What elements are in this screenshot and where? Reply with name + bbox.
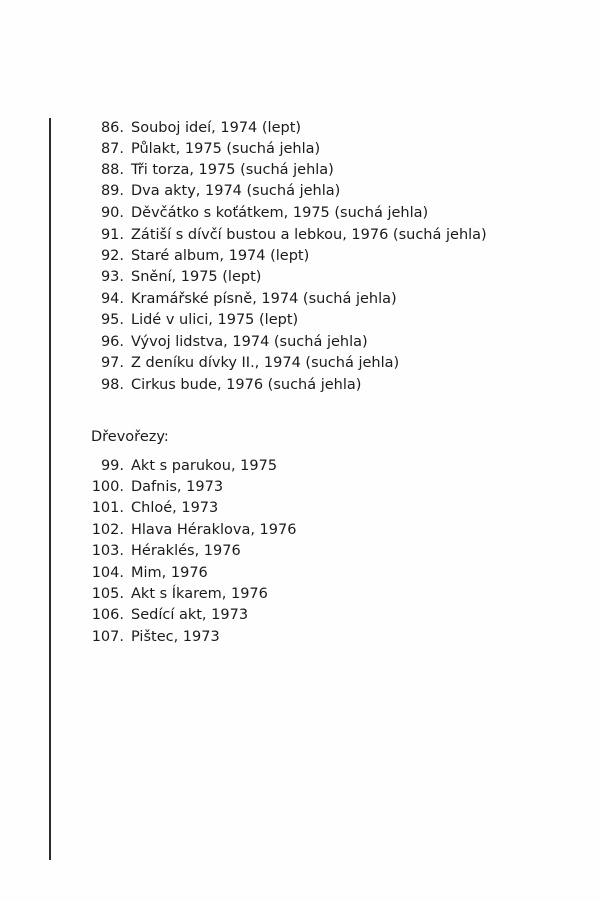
list-item (0, 605, 600, 625)
item-number: 103. (91, 543, 124, 559)
list-item (0, 225, 600, 245)
item-number: 91. (100, 227, 124, 243)
item-title: Pištec, 1973 (131, 629, 220, 645)
item-number: 98. (100, 377, 124, 393)
list-item (0, 353, 600, 373)
item-number: 97. (100, 355, 124, 371)
item-title: Souboj ideí, 1974 (lept) (131, 120, 302, 136)
item-number: 94. (100, 291, 124, 307)
list-item (0, 267, 600, 287)
list-item (0, 203, 600, 223)
item-number: 93. (100, 269, 124, 285)
item-title: Sedící akt, 1973 (131, 607, 249, 623)
item-title: Děvčátko s koťátkem, 1975 (suchá jehla) (131, 205, 429, 221)
item-title: Staré album, 1974 (lept) (131, 248, 310, 264)
item-title: Hlava Héraklova, 1976 (131, 522, 297, 538)
list-item (0, 246, 600, 266)
item-title: Tři torza, 1975 (suchá jehla) (131, 162, 334, 178)
item-title: Akt s Íkarem, 1976 (131, 586, 268, 602)
list-item (0, 498, 600, 518)
item-number: 104. (91, 565, 124, 581)
item-title: Akt s parukou, 1975 (131, 458, 278, 474)
item-number: 105. (91, 586, 124, 602)
item-number: 88. (100, 162, 124, 178)
list-item (0, 160, 600, 180)
item-title: Héraklés, 1976 (131, 543, 241, 559)
list-item (0, 520, 600, 540)
list-item (0, 139, 600, 159)
item-number: 87. (100, 141, 124, 157)
list-item (0, 375, 600, 395)
item-number: 96. (100, 334, 124, 350)
item-title: Dafnis, 1973 (131, 479, 224, 495)
item-title: Z deníku dívky II., 1974 (suchá jehla) (131, 355, 400, 371)
item-number: 95. (100, 312, 124, 328)
item-number: 90. (100, 205, 124, 221)
item-number: 100. (91, 479, 124, 495)
item-number: 86. (100, 120, 124, 136)
item-title: Zátiší s dívčí bustou a lebkou, 1976 (suchá jehla) (131, 227, 487, 243)
list-item (0, 332, 600, 352)
item-title: Kramářské písně, 1974 (suchá jehla) (131, 291, 397, 307)
list-item (0, 584, 600, 604)
item-number: 107. (91, 629, 124, 645)
list-item (0, 118, 600, 138)
list-item (0, 477, 600, 497)
list-item (0, 563, 600, 583)
list-item (0, 456, 600, 476)
item-number: 106. (91, 607, 124, 623)
item-title: Dva akty, 1974 (suchá jehla) (131, 183, 341, 199)
item-title: Cirkus bude, 1976 (suchá jehla) (131, 377, 362, 393)
list-item (0, 541, 600, 561)
item-title: Lidé v ulici, 1975 (lept) (131, 312, 299, 328)
item-number: 101. (91, 500, 124, 516)
list-item (0, 181, 600, 201)
item-number: 92. (100, 248, 124, 264)
item-number: 99. (100, 458, 124, 474)
item-number: 89. (100, 183, 124, 199)
item-title: Vývoj lidstva, 1974 (suchá jehla) (131, 334, 368, 350)
item-title: Snění, 1975 (lept) (131, 269, 262, 285)
item-title: Chloé, 1973 (131, 500, 219, 516)
item-title: Půlakt, 1975 (suchá jehla) (131, 141, 321, 157)
list-item (0, 310, 600, 330)
list-item (0, 289, 600, 309)
section-heading-woodcuts: Dřevořezy: (91, 429, 169, 445)
item-title: Mim, 1976 (131, 565, 208, 581)
list-item (0, 627, 600, 647)
item-number: 102. (91, 522, 124, 538)
